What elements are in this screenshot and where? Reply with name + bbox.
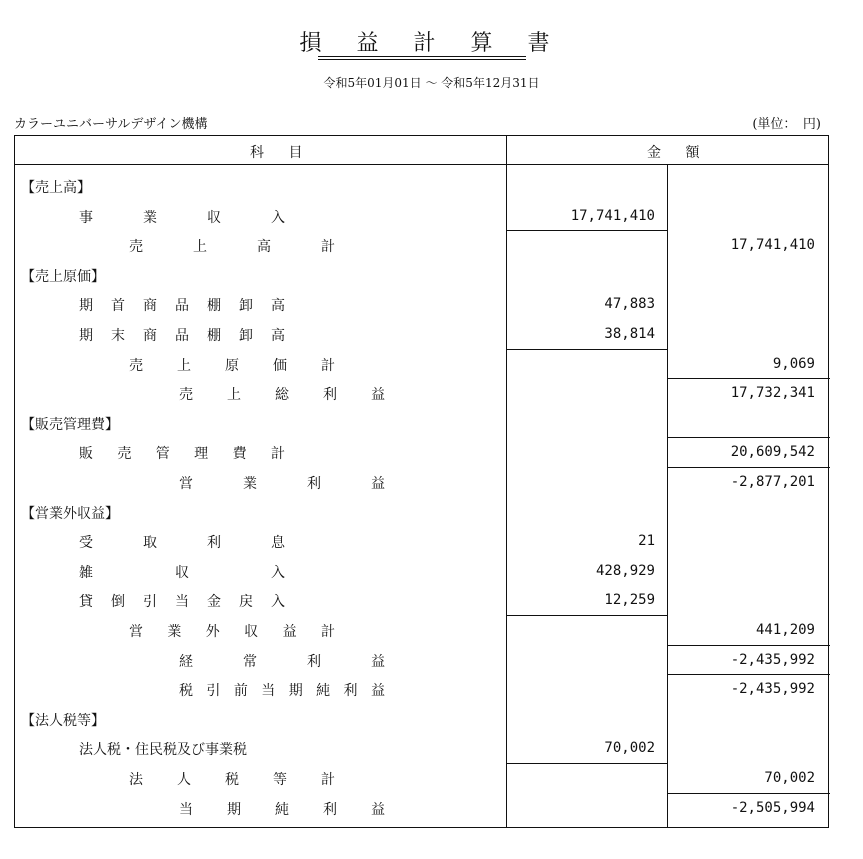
header-divider	[15, 164, 828, 165]
amount-total: -2,877,201	[730, 474, 815, 490]
table-row	[15, 646, 830, 675]
section-header	[15, 409, 830, 438]
table-row	[15, 675, 830, 704]
amount-detail: 12,259	[604, 592, 655, 609]
row-label: 事 業 収 入	[79, 209, 285, 226]
title-underline	[318, 56, 526, 57]
amount-detail: 21	[638, 533, 655, 550]
row-label: 受 取 利 息	[79, 535, 285, 552]
amount-detail: 47,883	[604, 296, 655, 313]
header-amount: 金 額	[647, 145, 710, 161]
table-row	[15, 202, 830, 231]
amount-total: 20,609,542	[730, 444, 815, 461]
row-label: 当 期 純 利 益	[179, 801, 385, 818]
table-row	[15, 290, 830, 319]
amount-detail: 17,741,410	[570, 207, 655, 224]
section-header	[15, 498, 830, 527]
table-row	[15, 379, 830, 408]
table-row	[15, 586, 830, 615]
section-header	[15, 261, 830, 290]
row-label: 法人税・住民税及び事業税	[79, 742, 247, 759]
company-name: カラーユニバーサルデザイン機構	[14, 117, 208, 132]
row-label: 期 末 商 品 棚 卸 高	[79, 328, 285, 344]
row-label: 売 上 総 利 益	[179, 387, 385, 404]
amount-detail: 70,002	[604, 740, 655, 757]
table-row	[15, 764, 830, 793]
table-row	[15, 557, 830, 586]
row-label: 営 業 利 益	[179, 476, 385, 492]
table-row	[15, 527, 830, 556]
table-row	[15, 320, 830, 349]
amount-detail: 428,929	[595, 562, 655, 579]
amount-total: -2,435,992	[730, 681, 815, 698]
title-underline-2	[318, 59, 526, 60]
row-label: 雑 収 入	[79, 564, 285, 581]
income-statement-table	[14, 135, 829, 828]
section-label: 【販売管理費】	[21, 416, 119, 433]
row-label: 税 引 前 当 期 純 利 益	[179, 683, 385, 700]
row-label: 営 業 外 収 益 計	[129, 624, 335, 640]
unit-label: (単位： 円)	[752, 117, 821, 132]
row-label: 期 首 商 品 棚 卸 高	[79, 298, 285, 315]
table-row	[15, 231, 830, 260]
amount-detail: 38,814	[604, 326, 655, 342]
section-label: 【売上高】	[21, 180, 91, 196]
table-row	[15, 468, 830, 497]
row-label: 法 人 税 等 計	[129, 772, 335, 788]
table-row	[15, 794, 830, 823]
table-row	[15, 438, 830, 467]
section-header	[15, 705, 830, 734]
section-label: 【法人税等】	[21, 712, 105, 729]
amount-total: 9,069	[772, 355, 815, 372]
row-label: 販 売 管 理 費 計	[79, 446, 285, 463]
row-label: 経 常 利 益	[179, 653, 385, 670]
table-row	[15, 616, 830, 645]
amount-total: 17,732,341	[730, 385, 815, 402]
amount-total: 70,002	[764, 770, 815, 786]
period: 令和5年01月01日 ～ 令和5年12月31日	[323, 76, 540, 90]
table-row	[15, 350, 830, 379]
section-label: 【営業外収益】	[21, 505, 119, 522]
section-header	[15, 172, 830, 201]
page-title: 損 益 計 算 書	[299, 31, 564, 56]
amount-total: -2,505,994	[730, 799, 815, 816]
header-item: 科 目	[250, 145, 313, 161]
section-label: 【売上原価】	[21, 268, 105, 285]
row-label: 貸 倒 引 当 金 戻 入	[79, 594, 285, 611]
amount-total: 441,209	[755, 622, 815, 638]
table-row	[15, 734, 830, 763]
amount-total: -2,435,992	[730, 651, 815, 668]
row-label: 売 上 原 価 計	[129, 357, 335, 374]
row-label: 売 上 高 計	[129, 239, 335, 256]
amount-total: 17,741,410	[730, 237, 815, 254]
